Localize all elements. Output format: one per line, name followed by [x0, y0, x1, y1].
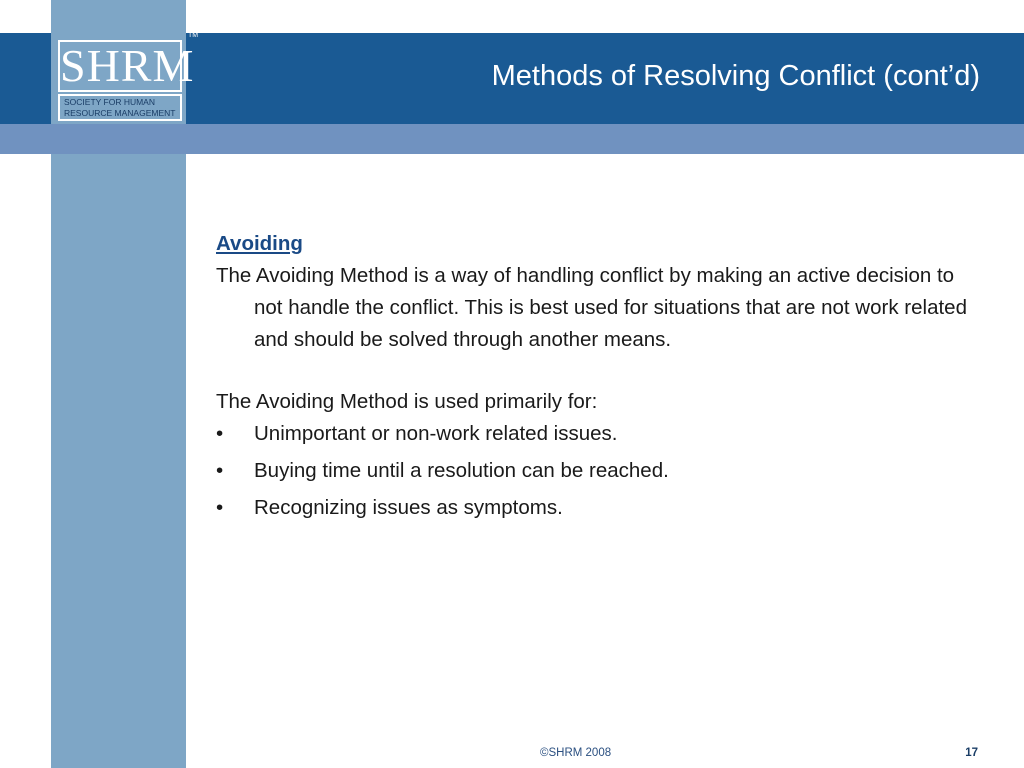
- slide-title: Methods of Resolving Conflict (cont’d): [491, 60, 980, 92]
- bullet-text: Recognizing issues as symptoms.: [254, 496, 563, 519]
- page-number: 17: [965, 747, 978, 759]
- bullet-dot: •: [216, 422, 224, 445]
- description-paragraph: The Avoiding Method is a way of handling conflict by making an active decision to not handle the conflict. This is best used for situations that are not work related and should be solved through another means.: [216, 264, 967, 351]
- bullet-list: [216, 418, 986, 524]
- section-heading: Avoiding: [216, 232, 303, 255]
- logo-tagline: SOCIETY FOR HUMAN RESOURCE MANAGEMENT: [58, 94, 182, 121]
- bullet-dot: •: [216, 459, 224, 482]
- bullet-item: [216, 418, 986, 450]
- logo-letters: SHRM: [60, 40, 195, 91]
- bullet-text: Unimportant or non-work related issues.: [254, 422, 618, 445]
- bullet-item: [216, 455, 986, 487]
- bullet-text: Buying time until a resolution can be reached.: [254, 459, 669, 482]
- bullet-dot: •: [216, 496, 224, 519]
- footer-copyright: ©SHRM 2008: [540, 747, 612, 759]
- intro-line: The Avoiding Method is used primarily for:: [216, 390, 598, 413]
- spacer: [216, 356, 986, 386]
- logo-trademark: TM: [188, 32, 199, 39]
- bullet-item: [216, 492, 986, 524]
- slide-body: [216, 228, 986, 529]
- sub-band: [0, 124, 1024, 154]
